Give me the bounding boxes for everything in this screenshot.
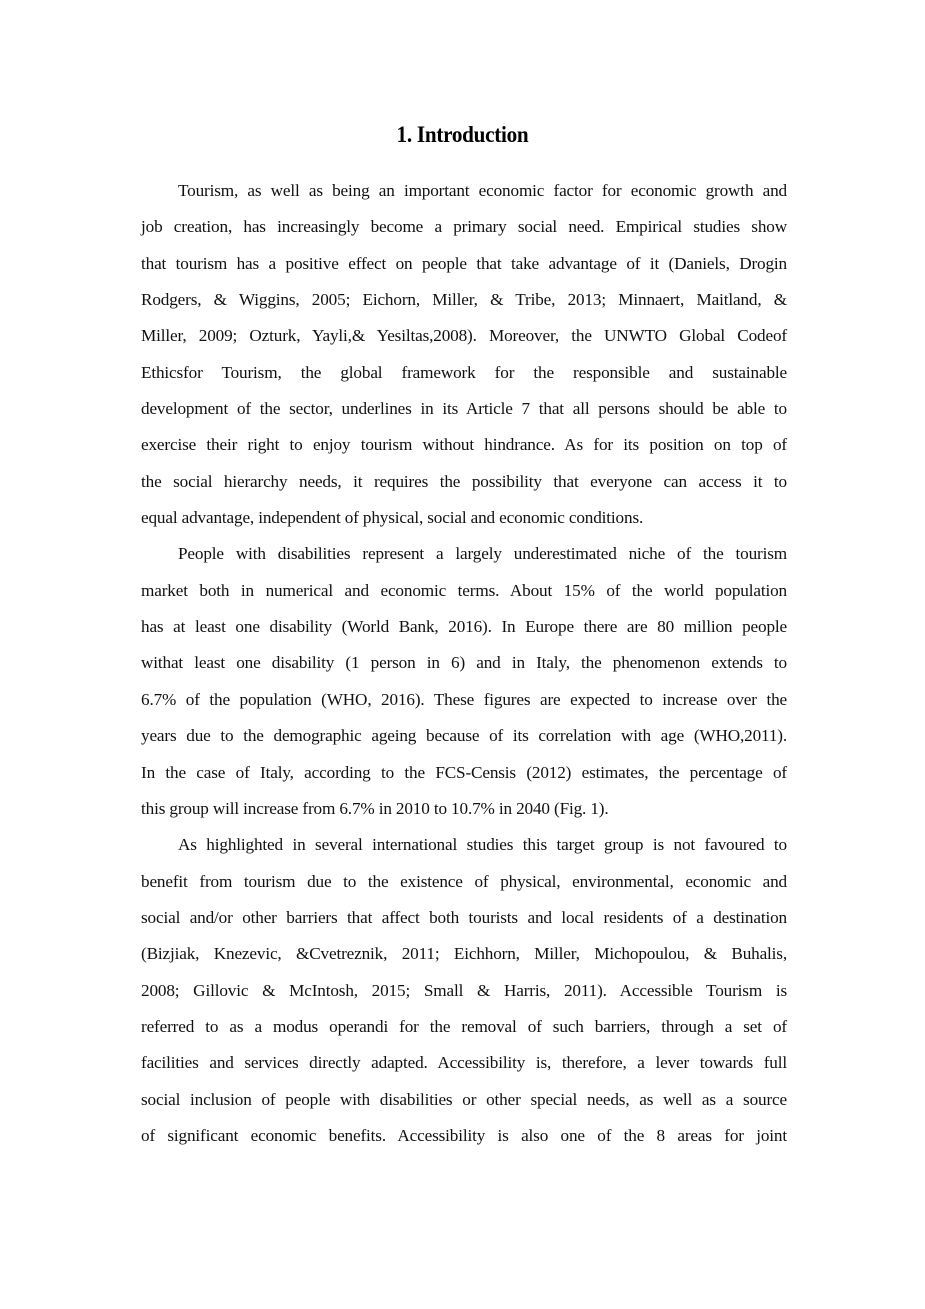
text-line: market both in numerical and economic terms. About 15% of the world population: [141, 580, 787, 600]
text-line: that tourism has a positive effect on people that take advantage of it (Daniels, Drogin: [141, 253, 787, 273]
text-line: years due to the demographic ageing because of its correlation with age (WHO,2011).: [141, 726, 787, 746]
text-line: In the case of Italy, according to the FCS-Censis (2012) estimates, the percentage of: [141, 762, 787, 782]
paragraph-3: [141, 832, 787, 1159]
text-line: 2008; Gillovic & McIntosh, 2015; Small & Harris, 2011). Accessible Tourism is: [141, 980, 787, 1000]
text-line: development of the sector, underlines in its Article 7 that all persons should be able to: [141, 399, 787, 419]
section-heading: 1. Introduction: [396, 122, 529, 147]
text-line: exercise their right to enjoy tourism without hindrance. As for its position on top of: [141, 435, 787, 455]
text-line: Ethicsfor Tourism, the global framework for the responsible and sustainable: [141, 362, 787, 382]
text-line: job creation, has increasingly become a primary social need. Empirical studies show: [141, 217, 787, 237]
text-line: social and/or other barriers that affect both tourists and local residents of a destination: [141, 907, 787, 927]
paragraph-2: [141, 541, 787, 832]
text-line: the social hierarchy needs, it requires the possibility that everyone can access it to: [141, 471, 787, 491]
body-text: [141, 178, 787, 1159]
text-line: social inclusion of people with disabilities or other special needs, as well as a source: [141, 1089, 787, 1109]
text-line: As highlighted in several international studies this target group is not favoured to: [178, 835, 787, 855]
paragraph-1: [141, 178, 787, 541]
text-line: of significant economic benefits. Accessibility is also one of the 8 areas for joint: [141, 1125, 787, 1145]
text-line: benefit from tourism due to the existence of physical, environmental, economic and: [141, 871, 787, 891]
text-line: facilities and services directly adapted. Accessibility is, therefore, a lever towards full: [141, 1053, 787, 1073]
text-line: equal advantage, independent of physical, social and economic conditions.: [141, 508, 644, 528]
text-line: Miller, 2009; Ozturk, Yayli,& Yesiltas,2008). Moreover, the UNWTO Global Codeof: [141, 326, 787, 346]
text-line: Rodgers, & Wiggins, 2005; Eichorn, Miller, & Tribe, 2013; Minnaert, Maitland, &: [141, 290, 787, 310]
text-line: withat least one disability (1 person in 6) and in Italy, the phenomenon extends to: [141, 653, 787, 673]
text-line: 6.7% of the population (WHO, 2016). These figures are expected to increase over the: [141, 689, 787, 709]
text-line: (Bizjiak, Knezevic, &Cvetreznik, 2011; Eichhorn, Miller, Michopoulou, & Buhalis,: [141, 944, 787, 964]
text-line: this group will increase from 6.7% in 2010 to 10.7% in 2040 (Fig. 1).: [141, 798, 609, 818]
text-line: Tourism, as well as being an important economic factor for economic growth and: [178, 181, 787, 200]
text-line: People with disabilities represent a largely underestimated niche of the tourism: [178, 544, 787, 564]
text-line: has at least one disability (World Bank, 2016). In Europe there are 80 million people: [141, 617, 787, 637]
text-line: referred to as a modus operandi for the removal of such barriers, through a set of: [141, 1016, 787, 1036]
